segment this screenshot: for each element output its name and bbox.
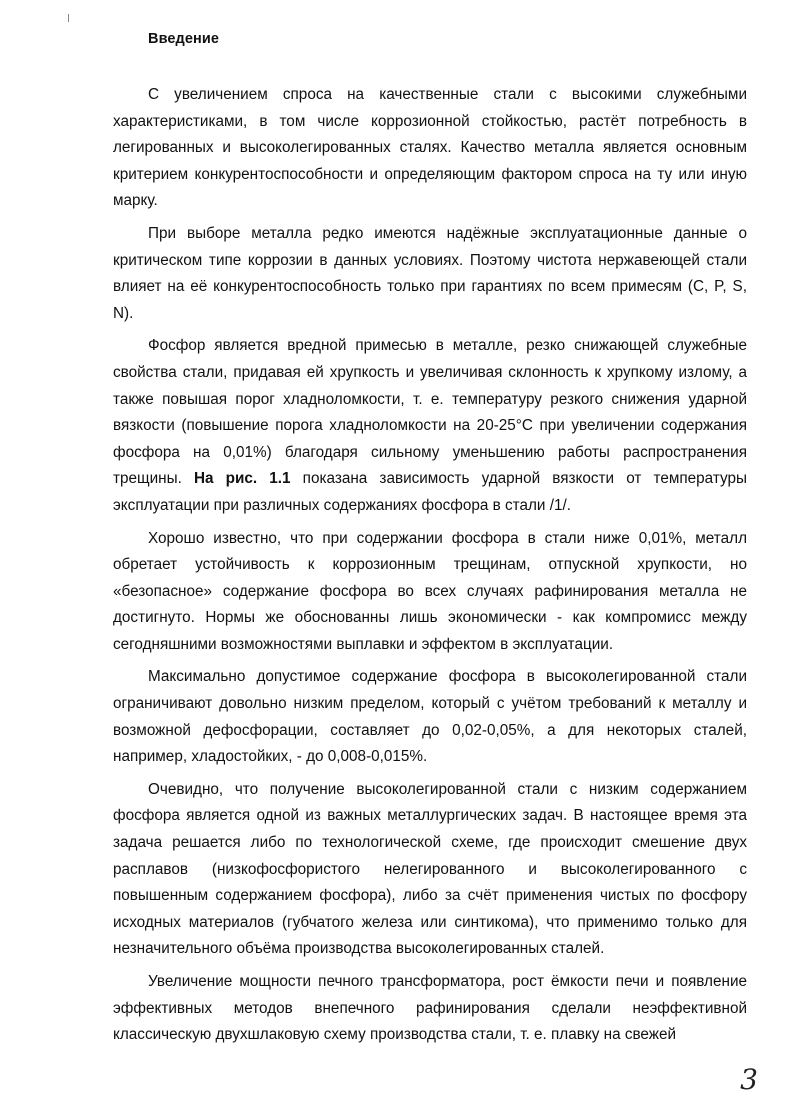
paragraph-7: Увеличение мощности печного трансформатора, рост ёмкости печи и появление эффективных методов внепечного рафинирования сделали неэффективной классическую двухшлаковую схему производства стали, т. е. плавку на свежей bbox=[113, 973, 747, 1044]
scan-mark bbox=[68, 14, 69, 22]
body-text bbox=[113, 82, 747, 1049]
paragraph-4: Хорошо известно, что при содержании фосфора в стали ниже 0,01%, металл обретает устойчивость к коррозионным трещинам, отпускной хрупкости, но «безопасное» содержание фосфора во всех случаях рафинирования металла не достигнуто. Нормы же обоснованны лишь экономически - как компромисс между сегодняшними возможностями выплавки и эффектом в эксплуатации. bbox=[113, 529, 747, 653]
paragraph-3-text-before: Фосфор является вредной примесью в металле, резко снижающей служебные свойства стали, придавая ей хрупкость и увеличивая склонность к хрупкому излому, а также повышая порог хладноломкости, т. е. температуру резкого снижения ударной вязкости (повышение порога хладноломкости на 20-25°С при увеличении содержания фосфора на 0,01%) благодаря сильному уменьшению работы распространения трещины. bbox=[113, 337, 747, 488]
section-heading: Введение bbox=[148, 31, 220, 47]
paragraph-5: Максимально допустимое содержание фосфора в высоколегированной стали ограничивают довольно низким пределом, который с учётом требований к металлу и возможной дефосфорации, составляет до 0,02-0,05%, а для некоторых сталей, например, хладостойких, - до 0,008-0,015%. bbox=[113, 668, 747, 766]
figure-reference: На рис. 1.1 bbox=[193, 470, 291, 488]
page-number: 3 bbox=[740, 1063, 758, 1096]
paragraph-2: При выборе металла редко имеются надёжные эксплуатационные данные о критическом типе коррозии в данных условиях. Поэтому чистота нержавеющей стали влияет на её конкурентоспособность только при гарантиях по всем примесям (C, P, S, N). bbox=[113, 224, 747, 322]
paragraph-3 bbox=[113, 333, 747, 519]
paragraph-1: С увеличением спроса на качественные стали с высокими служебными характеристиками, в том числе коррозионной стойкостью, растёт потребность в легированных и высоколегированных сталях. Качество металла является основным критерием конкурентоспособности и определяющим фактором спроса на ту или иную марку. bbox=[113, 86, 747, 210]
paragraph-6: Очевидно, что получение высоколегированной стали с низким содержанием фосфора является одной из важных металлургических задач. В настоящее время эта задача решается либо по технологической схеме, где происходит смешение двух расплавов (низкофосфористого нелегированного и высоколегированного с повышенным содержанием фосфора), либо за счёт применения чистых по фосфору исходных материалов (губчатого железа или синтикома), что применимо только для незначительного объёма производства высоколегированных сталей. bbox=[113, 780, 747, 958]
paragraph-3-text-after: показана зависимость ударной вязкости от температуры эксплуатации при различных содержаниях фосфора в стали /1/. bbox=[113, 470, 748, 514]
